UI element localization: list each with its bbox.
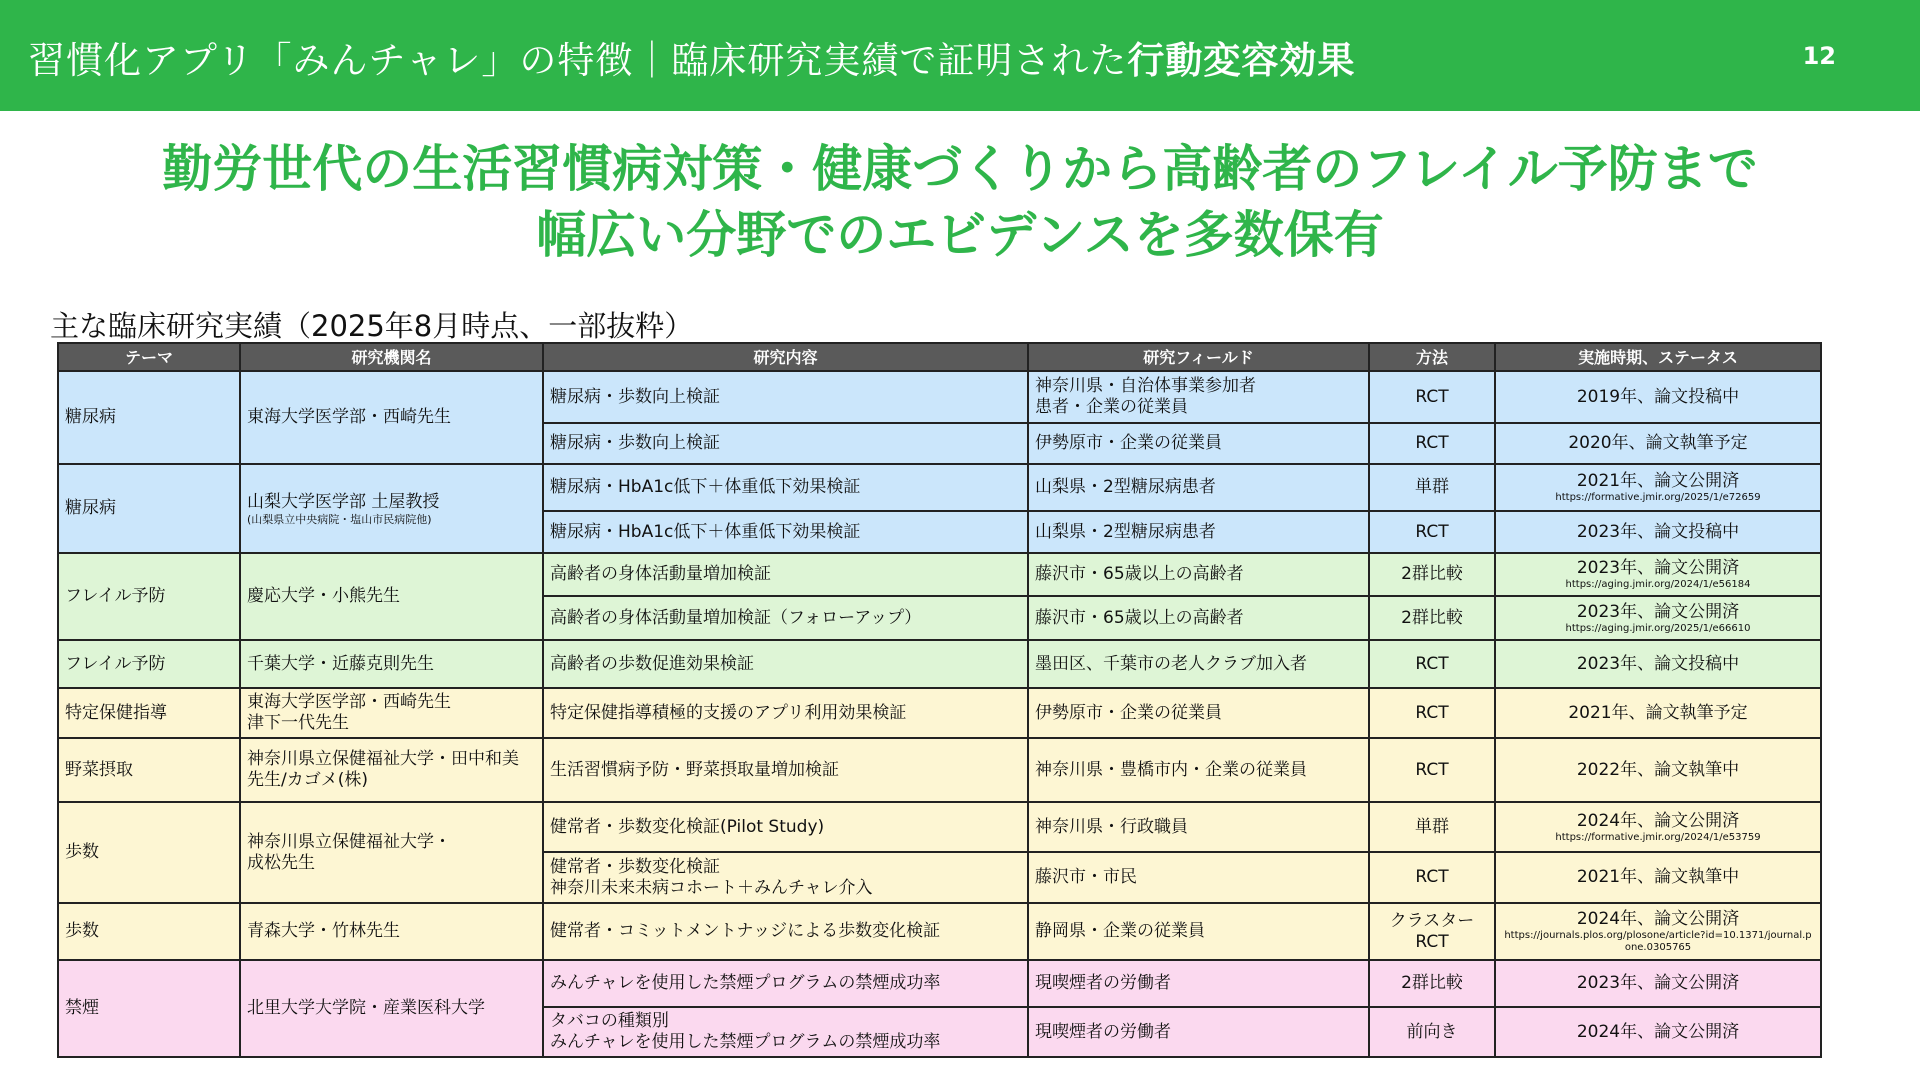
content-line: みんチャレを使用した禁煙プログラムの禁煙成功率 xyxy=(550,1032,941,1052)
header-title xyxy=(28,30,1355,84)
status-cell xyxy=(1495,553,1821,596)
institution-cell xyxy=(240,738,543,802)
method-cell: RCT xyxy=(1369,511,1495,553)
theme-cell: フレイル予防 xyxy=(58,553,240,640)
table-row xyxy=(58,738,1821,802)
table-caption: 主な臨床研究実績（2025年8月時点、一部抜粋） xyxy=(50,309,694,343)
field-line: 神奈川県・自治体事業参加者 xyxy=(1035,376,1256,396)
status-text: 2024年、論文公開済 xyxy=(1576,909,1740,929)
content-cell xyxy=(543,1007,1028,1057)
table-row xyxy=(58,464,1821,511)
status-text: 2021年、論文公開済 xyxy=(1576,471,1740,491)
status-cell: 2021年、論文執筆予定 xyxy=(1495,688,1821,738)
paper-url[interactable]: https://aging.jmir.org/2024/1/e56184 xyxy=(1565,579,1751,590)
content-cell: 健常者・歩数変化検証(Pilot Study) xyxy=(543,802,1028,852)
table-row xyxy=(58,802,1821,852)
field-cell: 現喫煙者の労働者 xyxy=(1028,960,1369,1007)
status-cell xyxy=(1495,903,1821,960)
theme-cell: 糖尿病 xyxy=(58,371,240,464)
method-cell: RCT xyxy=(1369,852,1495,903)
institution-cell: 慶応大学・小熊先生 xyxy=(240,553,543,640)
content-cell: 高齢者の身体活動量増加検証 xyxy=(543,553,1028,596)
table-row xyxy=(58,688,1821,738)
field-line: 患者・企業の従業員 xyxy=(1035,397,1188,417)
institution-cell xyxy=(240,802,543,903)
field-cell xyxy=(1028,371,1369,423)
header-title-regular: 習慣化アプリ「みんチャレ」の特徴｜臨床研究実績で証明された xyxy=(28,39,1128,82)
field-cell: 藤沢市・65歳以上の高齢者 xyxy=(1028,596,1369,640)
theme-cell: 禁煙 xyxy=(58,960,240,1057)
field-cell: 神奈川県・豊橋市内・企業の従業員 xyxy=(1028,738,1369,802)
field-cell: 神奈川県・行政職員 xyxy=(1028,802,1369,852)
header-status: 実施時期、ステータス xyxy=(1495,343,1821,371)
headline-line-1: 勤労世代の生活習慣病対策・健康づくりから高齢者のフレイル予防まで xyxy=(162,140,1758,198)
status-cell: 2019年、論文投稿中 xyxy=(1495,371,1821,423)
institution-cell: 北里大学大学院・産業医科大学 xyxy=(240,960,543,1057)
status-cell xyxy=(1495,464,1821,511)
institution-line: 津下一代先生 xyxy=(247,713,349,733)
table-header-row xyxy=(58,343,1821,371)
table-row xyxy=(58,371,1821,423)
table-row xyxy=(58,960,1821,1007)
content-cell: 高齢者の歩数促進効果検証 xyxy=(543,640,1028,688)
theme-cell: 歩数 xyxy=(58,903,240,960)
page-number: 12 xyxy=(1802,42,1836,70)
headline-line-2: 幅広い分野でのエビデンスを多数保有 xyxy=(536,206,1384,264)
content-line: 健常者・歩数変化検証 xyxy=(550,856,720,877)
content-line: 神奈川未来未病コホート＋みんチャレ介入 xyxy=(550,877,873,898)
theme-cell: 糖尿病 xyxy=(58,464,240,553)
field-cell: 藤沢市・65歳以上の高齢者 xyxy=(1028,553,1369,596)
method-line: RCT xyxy=(1415,931,1449,952)
table-row xyxy=(58,553,1821,596)
method-cell: RCT xyxy=(1369,738,1495,802)
field-cell: 墨田区、千葉市の老人クラブ加入者 xyxy=(1028,640,1369,688)
headline xyxy=(0,136,1920,268)
field-cell: 静岡県・企業の従業員 xyxy=(1028,903,1369,960)
paper-url[interactable]: https://formative.jmir.org/2025/1/e72659 xyxy=(1555,492,1761,503)
status-cell: 2022年、論文執筆中 xyxy=(1495,738,1821,802)
method-cell: 単群 xyxy=(1369,464,1495,511)
field-cell: 伊勢原市・企業の従業員 xyxy=(1028,688,1369,738)
institution-cell: 千葉大学・近藤克則先生 xyxy=(240,640,543,688)
status-cell: 2020年、論文執筆予定 xyxy=(1495,423,1821,464)
paper-url[interactable]: https://aging.jmir.org/2025/1/e66610 xyxy=(1565,622,1751,634)
status-cell: 2023年、論文投稿中 xyxy=(1495,640,1821,688)
institution-line: 成松先生 xyxy=(247,852,315,873)
content-cell: 糖尿病・HbA1c低下＋体重低下効果検証 xyxy=(543,511,1028,553)
header-bar xyxy=(0,0,1920,111)
method-cell: 前向き xyxy=(1369,1007,1495,1057)
content-cell: 生活習慣病予防・野菜摂取量増加検証 xyxy=(543,738,1028,802)
method-cell xyxy=(1369,903,1495,960)
status-cell xyxy=(1495,802,1821,852)
field-cell: 現喫煙者の労働者 xyxy=(1028,1007,1369,1057)
method-cell: 2群比較 xyxy=(1369,553,1495,596)
content-cell: 高齢者の身体活動量増加検証（フォローアップ） xyxy=(543,596,1028,640)
method-cell: RCT xyxy=(1369,688,1495,738)
method-cell: 2群比較 xyxy=(1369,960,1495,1007)
method-line: クラスター xyxy=(1389,910,1475,931)
header-method: 方法 xyxy=(1369,343,1495,371)
header-institution: 研究機関名 xyxy=(240,343,543,371)
status-text: 2024年、論文公開済 xyxy=(1576,810,1740,831)
institution-cell: 青森大学・竹林先生 xyxy=(240,903,543,960)
content-cell xyxy=(543,852,1028,903)
status-text: 2023年、論文公開済 xyxy=(1576,558,1740,578)
institution-line: 神奈川県立保健福祉大学・田中和美 xyxy=(247,749,519,769)
status-cell xyxy=(1495,596,1821,640)
field-cell: 山梨県・2型糖尿病患者 xyxy=(1028,464,1369,511)
status-cell: 2023年、論文公開済 xyxy=(1495,960,1821,1007)
method-cell: RCT xyxy=(1369,423,1495,464)
institution-name: 山梨大学医学部 土屋教授 xyxy=(247,491,440,512)
field-cell: 伊勢原市・企業の従業員 xyxy=(1028,423,1369,464)
paper-url[interactable]: https://formative.jmir.org/2024/1/e53759 xyxy=(1555,831,1761,843)
content-cell: 特定保健指導積極的支援のアプリ利用効果検証 xyxy=(543,688,1028,738)
status-cell: 2021年、論文執筆中 xyxy=(1495,852,1821,903)
institution-line: 神奈川県立保健福祉大学・ xyxy=(247,831,451,852)
content-cell: みんチャレを使用した禁煙プログラムの禁煙成功率 xyxy=(543,960,1028,1007)
institution-cell xyxy=(240,688,543,738)
theme-cell: フレイル予防 xyxy=(58,640,240,688)
theme-cell: 特定保健指導 xyxy=(58,688,240,738)
method-cell: 単群 xyxy=(1369,802,1495,852)
institution-cell xyxy=(240,464,543,553)
content-cell: 糖尿病・HbA1c低下＋体重低下効果検証 xyxy=(543,464,1028,511)
institution-cell: 東海大学医学部・西崎先生 xyxy=(240,371,543,464)
field-cell: 山梨県・2型糖尿病患者 xyxy=(1028,511,1369,553)
field-cell: 藤沢市・市民 xyxy=(1028,852,1369,903)
table-row xyxy=(58,640,1821,688)
header-field: 研究フィールド xyxy=(1028,343,1369,371)
content-cell: 糖尿病・歩数向上検証 xyxy=(543,371,1028,423)
content-cell: 健常者・コミットメントナッジによる歩数変化検証 xyxy=(543,903,1028,960)
status-text: 2023年、論文公開済 xyxy=(1576,601,1740,622)
header-content: 研究内容 xyxy=(543,343,1028,371)
paper-url[interactable]: https://journals.plos.org/plosone/article?id=10.1371/journal.pone.0305765 xyxy=(1504,930,1812,953)
header-title-emphasis: 行動変容効果 xyxy=(1127,39,1356,82)
method-cell: RCT xyxy=(1369,371,1495,423)
content-line: タバコの種類別 xyxy=(550,1011,669,1031)
header-theme: テーマ xyxy=(58,343,240,371)
institution-note: (山梨県立中央病院・塩山市民病院他) xyxy=(247,512,432,526)
institution-line: 先生/カゴメ(株) xyxy=(247,770,368,790)
method-cell: 2群比較 xyxy=(1369,596,1495,640)
clinical-studies-table xyxy=(57,342,1822,1058)
theme-cell: 歩数 xyxy=(58,802,240,903)
table-row xyxy=(58,903,1821,960)
status-cell: 2023年、論文投稿中 xyxy=(1495,511,1821,553)
theme-cell: 野菜摂取 xyxy=(58,738,240,802)
status-cell: 2024年、論文公開済 xyxy=(1495,1007,1821,1057)
content-cell: 糖尿病・歩数向上検証 xyxy=(543,423,1028,464)
method-cell: RCT xyxy=(1369,640,1495,688)
institution-line: 東海大学医学部・西崎先生 xyxy=(247,692,451,712)
